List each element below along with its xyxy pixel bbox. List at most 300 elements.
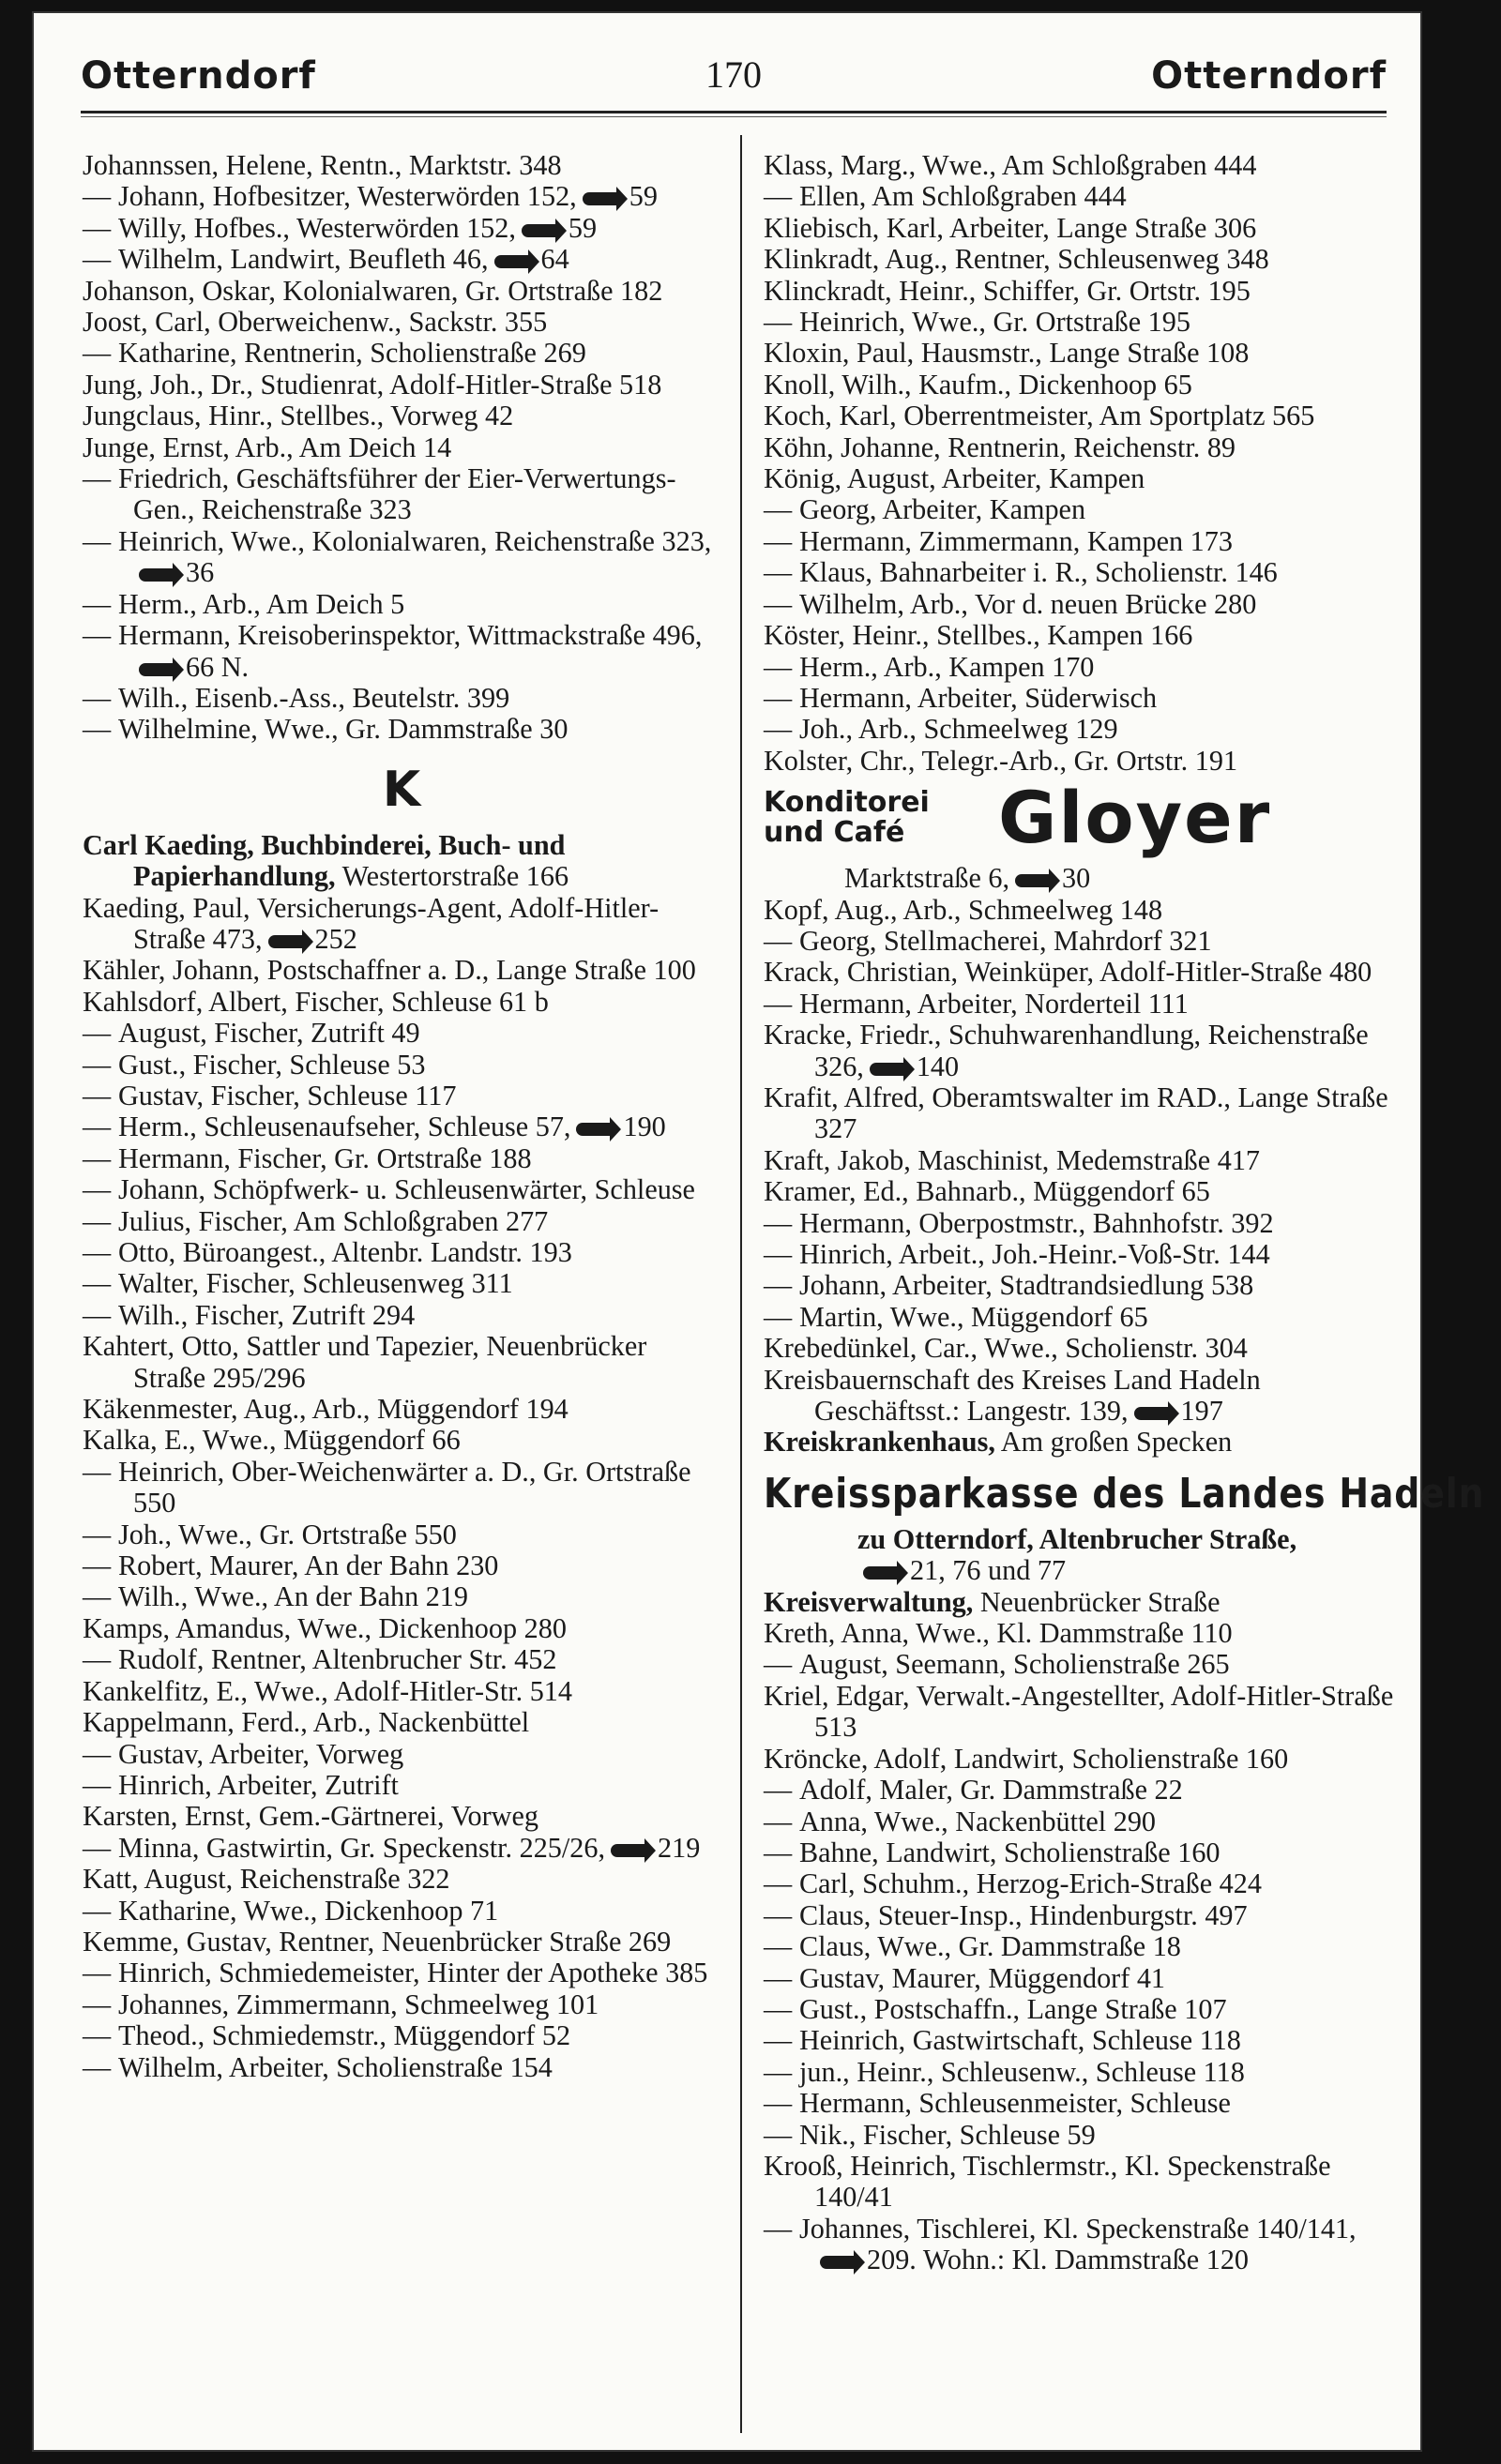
phone-number: 59 <box>629 180 658 213</box>
ditto-dash: — <box>83 1455 112 1488</box>
header-town-left: Otterndorf <box>81 54 316 98</box>
directory-entry <box>83 401 720 431</box>
entry-text: Otto, Büroangest., Altenbr. Landstr. 193 <box>118 1236 572 1268</box>
section-letter: K <box>382 761 421 818</box>
entry-text: Koch, Karl, Oberrentmeister, Am Sportplatz 565 <box>764 400 1315 432</box>
directory-entry <box>764 1365 1402 1428</box>
directory-entry <box>83 1896 720 1927</box>
entry-text: Katharine, Rentnerin, Scholienstraße 269 <box>118 337 586 370</box>
entry-text: Krafit, Alfred, Oberamtswalter im RAD., Lange Straße 327 <box>764 1081 1388 1145</box>
directory-entry <box>83 526 720 589</box>
header-town-right: Otterndorf <box>1151 54 1387 98</box>
ditto-dash: — <box>764 650 793 683</box>
ditto-dash: — <box>83 619 112 652</box>
entry-text: Kalka, E., Wwe., Müggendorf 66 <box>83 1424 461 1457</box>
entry-text: Kolster, Chr., Telegr.-Arb., Gr. Ortstr. 191 <box>764 744 1238 777</box>
directory-entry <box>764 1427 1402 1458</box>
ditto-dash: — <box>764 2118 793 2151</box>
entry-text: Willy, Hofbes., Westerwörden 152, <box>118 211 516 244</box>
directory-entry <box>83 150 720 181</box>
entry-text: Kloxin, Paul, Hausmstr., Lange Straße 108 <box>764 337 1250 370</box>
directory-entry <box>764 1649 1402 1680</box>
ditto-dash: — <box>764 2087 793 2120</box>
ditto-dash: — <box>83 1549 112 1582</box>
directory-entry <box>764 1020 1402 1082</box>
directory-entry <box>83 893 720 956</box>
entry-text: Carl, Schuhm., Herzog-Erich-Straße 424 <box>799 1867 1262 1900</box>
entry-text: Wilhelmine, Wwe., Gr. Dammstraße 30 <box>118 713 569 746</box>
directory-entry <box>83 307 720 338</box>
entry-firm-name: Kreisverwaltung, <box>764 1585 974 1618</box>
directory-entry <box>83 1550 720 1581</box>
ditto-dash: — <box>764 1836 793 1868</box>
directory-entry <box>764 401 1402 431</box>
entry-text: Kaeding, Paul, Versicherungs-Agent, Adolf-Hitler-Straße 473, <box>83 891 660 955</box>
directory-entry <box>83 1018 720 1049</box>
entry-text: Heinrich, Ober-Weichenwärter a. D., Gr. Ortstraße 550 <box>118 1455 691 1519</box>
directory-entry <box>764 181 1402 212</box>
entry-text: Anna, Wwe., Nackenbüttel 290 <box>799 1805 1157 1837</box>
directory-entry <box>764 2214 1402 2276</box>
entry-text: Käkenmester, Aug., Arb., Müggendorf 194 <box>83 1393 569 1426</box>
entry-text: Neuenbrücker Straße <box>979 1585 1221 1618</box>
entry-text: Johannssen, Helene, Rentn., Marktstr. 348 <box>83 149 562 181</box>
directory-entry <box>83 1237 720 1268</box>
telephone-icon <box>1015 874 1053 887</box>
directory-entry <box>764 1333 1402 1364</box>
directory-entry <box>83 370 720 401</box>
ditto-dash: — <box>764 493 793 526</box>
telephone-icon <box>494 255 532 268</box>
ditto-dash: — <box>83 1831 112 1864</box>
phone-number: 209. <box>867 2244 917 2276</box>
directory-entry <box>83 1644 720 1675</box>
entry-text: Hermann, Arbeiter, Süderwisch <box>799 681 1158 714</box>
entry-text: August, Seemann, Scholienstraße 265 <box>799 1648 1230 1681</box>
directory-entry <box>764 150 1402 181</box>
directory-entry <box>83 987 720 1018</box>
directory-entry <box>83 244 720 275</box>
phone-number: 30 <box>1062 862 1091 895</box>
entry-text: Kappelmann, Ferd., Arb., Nackenbüttel <box>83 1706 530 1739</box>
telephone-icon <box>139 663 176 676</box>
ditto-dash: — <box>764 681 793 714</box>
entry-text: Claus, Wwe., Gr. Dammstraße 18 <box>799 1930 1181 1963</box>
directory-entry <box>83 1770 720 1801</box>
phone-number: 59 <box>568 211 598 244</box>
ditto-dash: — <box>764 2024 793 2057</box>
directory-entry <box>764 2057 1402 2088</box>
directory-entry <box>764 276 1402 307</box>
directory-entry <box>764 244 1402 275</box>
entry-text: Wilhelm, Landwirt, Beufleth 46, <box>118 243 489 276</box>
entry-text: Claus, Steuer-Insp., Hindenburgstr. 497 <box>799 1898 1248 1931</box>
ditto-dash: — <box>764 1238 793 1270</box>
entry-text: Rudolf, Rentner, Altenbrucher Str. 452 <box>118 1643 557 1676</box>
ditto-dash: — <box>83 1173 112 1206</box>
phone-number: 190 <box>623 1111 666 1143</box>
entry-text: Hinrich, Arbeiter, Zutrift <box>118 1768 399 1801</box>
entry-text: Hermann, Oberpostmstr., Bahnhofstr. 392 <box>799 1206 1274 1239</box>
ditto-dash: — <box>83 1079 112 1111</box>
directory-entry <box>764 1931 1402 1962</box>
entry-text: Jung, Joh., Dr., Studienrat, Adolf-Hitler-Straße 518 <box>83 368 662 401</box>
entry-text: Jungclaus, Hinr., Stellbes., Vorweg 42 <box>83 400 514 432</box>
telephone-icon <box>1134 1407 1172 1420</box>
ditto-dash: — <box>83 2019 112 2052</box>
entry-text: Herm., Schleusenaufseher, Schleuse 57, <box>118 1111 571 1143</box>
advert-kind-line2: und Café <box>764 816 905 850</box>
ditto-dash: — <box>83 1643 112 1676</box>
column-divider <box>740 135 742 2433</box>
entry-text: Nik., Fischer, Schleuse 59 <box>799 2118 1096 2151</box>
telephone-icon <box>863 1566 901 1580</box>
entry-text: Kopf, Aug., Arb., Schmeelweg 148 <box>764 893 1163 926</box>
ditto-dash: — <box>83 1141 112 1174</box>
ditto-dash: — <box>764 306 793 339</box>
entry-text: Johann, Schöpfwerk- u. Schleusenwärter, Schleuse <box>118 1173 695 1206</box>
ditto-dash: — <box>764 1930 793 1963</box>
ditto-dash: — <box>83 2050 112 2083</box>
entry-text: Adolf, Maler, Gr. Dammstraße 22 <box>799 1774 1183 1806</box>
phone-number: 252 <box>314 922 357 955</box>
ditto-dash: — <box>83 1894 112 1927</box>
directory-entry <box>83 620 720 683</box>
directory-entry <box>764 1145 1402 1176</box>
ditto-dash: — <box>83 1737 112 1770</box>
directory-entry <box>764 2120 1402 2151</box>
entry-text: Georg, Arbeiter, Kampen <box>799 493 1086 526</box>
entry-text: Heinrich, Wwe., Kolonialwaren, Reichenstraße 323, <box>118 524 712 557</box>
entry-text: Minna, Gastwirtin, Gr. Speckenstr. 225/26, <box>118 1831 606 1864</box>
ditto-dash: — <box>764 924 793 957</box>
entry-text: Hermann, Kreisoberinspektor, Wittmackstraße 496, <box>118 619 703 652</box>
ditto-dash: — <box>764 524 793 557</box>
directory-entry <box>764 895 1402 926</box>
directory-entry <box>764 338 1402 369</box>
ditto-dash: — <box>83 587 112 620</box>
entry-text: Krebedünkel, Car., Wwe., Scholienstr. 304 <box>764 1332 1248 1365</box>
directory-entry <box>764 714 1402 745</box>
directory-entry <box>764 620 1402 651</box>
directory-entry <box>764 652 1402 683</box>
entry-text: Wilh., Eisenb.-Ass., Beutelstr. 399 <box>118 681 510 714</box>
entry-text: Katharine, Wwe., Dickenhoop 71 <box>118 1894 499 1927</box>
ditto-dash: — <box>764 1805 793 1837</box>
directory-entry <box>83 463 720 526</box>
entry-text: Walter, Fischer, Schleusenweg 311 <box>118 1267 513 1300</box>
entry-text: Hermann, Zimmermann, Kampen 173 <box>799 524 1233 557</box>
directory-entry <box>764 1302 1402 1333</box>
directory-entry <box>83 683 720 714</box>
directory-entry <box>83 1676 720 1707</box>
ditto-dash: — <box>764 587 793 620</box>
entry-text: Heinrich, Gastwirtschaft, Schleuse 118 <box>799 2024 1241 2057</box>
phone-number: 66 N. <box>186 650 250 683</box>
entry-text: Joost, Carl, Oberweichenw., Sackstr. 355 <box>83 306 548 339</box>
directory-entry <box>83 1864 720 1895</box>
directory-entry <box>83 276 720 307</box>
ditto-dash: — <box>764 987 793 1020</box>
directory-entry <box>764 213 1402 244</box>
entry-text: Kracke, Friedr., Schuhwarenhandlung, Reichenstraße 326, <box>764 1019 1369 1082</box>
ditto-dash: — <box>764 1961 793 1994</box>
phone-number: 21, 76 und 77 <box>910 1554 1067 1587</box>
directory-entry <box>764 526 1402 557</box>
phone-number: 197 <box>1180 1395 1223 1428</box>
directory-entry <box>764 370 1402 401</box>
entry-text: Köhn, Johanne, Rentnerin, Reichenstr. 89 <box>764 431 1236 463</box>
directory-entry <box>764 432 1402 463</box>
entry-text: Kahlsdorf, Albert, Fischer, Schleuse 61 b <box>83 985 549 1018</box>
directory-entry <box>764 957 1402 988</box>
phone-number: 36 <box>186 556 215 589</box>
ditto-dash: — <box>83 462 112 495</box>
ditto-dash: — <box>83 681 112 714</box>
directory-entry <box>83 955 720 986</box>
directory-entry <box>764 1900 1402 1931</box>
ditto-dash: — <box>764 1774 793 1806</box>
entry-text: Herm., Arb., Am Deich 5 <box>118 587 405 620</box>
ditto-dash: — <box>83 243 112 276</box>
entry-text: Georg, Stellmacherei, Mahrdorf 321 <box>799 924 1212 957</box>
header-rule <box>81 111 1387 113</box>
directory-entry <box>764 1618 1402 1649</box>
directory-entry <box>83 1989 720 2020</box>
ditto-dash: — <box>83 1768 112 1801</box>
directory-entry <box>764 1806 1402 1837</box>
entry-text: Kamps, Amandus, Wwe., Dickenhoop 280 <box>83 1611 567 1644</box>
entry-text: Ellen, Am Schloßgraben 444 <box>799 180 1127 213</box>
ditto-dash: — <box>764 556 793 589</box>
entry-text: Gustav, Fischer, Schleuse 117 <box>118 1079 457 1111</box>
entry-text: Krack, Christian, Weinküper, Adolf-Hitler-Straße 480 <box>764 956 1372 989</box>
entry-text: Klinckradt, Heinr., Schiffer, Gr. Ortstr. 195 <box>764 274 1251 307</box>
advert-name: Gloyer <box>998 776 1272 860</box>
directory-entry <box>83 1739 720 1770</box>
directory-entry <box>764 2025 1402 2056</box>
entry-text: Karsten, Ernst, Gem.-Gärtnerei, Vorweg <box>83 1800 538 1833</box>
ditto-dash: — <box>83 1580 112 1613</box>
ditto-dash: — <box>83 337 112 370</box>
directory-entry <box>764 926 1402 957</box>
entry-text: Klass, Marg., Wwe., Am Schloßgraben 444 <box>764 149 1257 181</box>
entry-text: Junge, Ernst, Arb., Am Deich 14 <box>83 431 452 463</box>
directory-entry <box>83 1331 720 1394</box>
directory-entry <box>83 2020 720 2051</box>
directory-entry <box>83 338 720 369</box>
directory-entry <box>83 1927 720 1958</box>
entry-text-after: Wohn.: Kl. Dammstraße 120 <box>922 2244 1250 2276</box>
page-header <box>81 49 1387 105</box>
page-number: 170 <box>705 53 762 96</box>
directory-entry <box>764 1994 1402 2025</box>
entry-text: Johanson, Oskar, Kolonialwaren, Gr. Ortstraße 182 <box>83 274 663 307</box>
directory-entry <box>83 714 720 745</box>
directory-entry <box>764 307 1402 338</box>
ditto-dash: — <box>764 1269 793 1302</box>
directory-entry <box>764 2151 1402 2214</box>
entry-text: Herm., Arb., Kampen 170 <box>799 650 1095 683</box>
entry-text: Knoll, Wilh., Kaufm., Dickenhoop 65 <box>764 368 1192 401</box>
entry-text: Julius, Fischer, Am Schloßgraben 277 <box>118 1204 549 1237</box>
entry-text: Wilhelm, Arbeiter, Scholienstraße 154 <box>118 2050 553 2083</box>
ditto-dash: — <box>83 180 112 213</box>
entry-text: Joh., Wwe., Gr. Ortstraße 550 <box>118 1518 457 1550</box>
directory-entry <box>764 589 1402 620</box>
ditto-dash: — <box>764 2055 793 2088</box>
ditto-dash: — <box>83 211 112 244</box>
directory-entry <box>83 1394 720 1425</box>
telephone-icon <box>820 2256 857 2269</box>
entry-text: Johannes, Zimmermann, Schmeelweg 101 <box>118 1988 599 2020</box>
directory-entry <box>764 557 1402 588</box>
ditto-dash: — <box>83 1518 112 1550</box>
entry-text: August, Fischer, Zutrift 49 <box>118 1017 420 1050</box>
entry-text: Martin, Wwe., Müggendorf 65 <box>799 1300 1148 1333</box>
directory-entry <box>764 1587 1402 1618</box>
entry-text: Am großen Specken <box>1000 1426 1233 1459</box>
phone-number: 64 <box>540 243 569 276</box>
entry-text: Heinrich, Wwe., Gr. Ortstraße 195 <box>799 306 1190 339</box>
directory-entry <box>764 2088 1402 2119</box>
ditto-dash: — <box>764 1867 793 1900</box>
entry-text: Hermann, Schleusenmeister, Schleuse <box>799 2087 1231 2120</box>
directory-entry <box>764 494 1402 525</box>
entry-text: Hinrich, Arbeit., Joh.-Heinr.-Voß-Str. 144 <box>799 1238 1270 1270</box>
entry-text: Gust., Postschaffn., Lange Straße 107 <box>799 1992 1227 2025</box>
directory-entry <box>764 1082 1402 1145</box>
ditto-dash: — <box>764 1206 793 1239</box>
entry-text: Friedrich, Geschäftsführer der Eier-Verwertungs-Gen., Reichenstraße 323 <box>118 462 676 526</box>
directory-entry <box>83 1613 720 1644</box>
directory-entry <box>764 1744 1402 1775</box>
ditto-dash: — <box>83 713 112 746</box>
directory-entry <box>83 1111 720 1142</box>
directory-entry <box>83 432 720 463</box>
directory-entry <box>764 1837 1402 1868</box>
entry-text: Gustav, Maurer, Müggendorf 41 <box>799 1961 1166 1994</box>
entry-text: Köster, Heinr., Stellbes., Kampen 166 <box>764 619 1193 652</box>
telephone-icon <box>522 224 559 237</box>
ditto-dash: — <box>764 180 793 213</box>
entry-text: Hermann, Fischer, Gr. Ortstraße 188 <box>118 1141 532 1174</box>
directory-entry <box>764 1270 1402 1301</box>
entry-text: Katt, August, Reichenstraße 322 <box>83 1863 450 1896</box>
directory-entry <box>83 1206 720 1237</box>
entry-text: Kröncke, Adolf, Landwirt, Scholienstraße 160 <box>764 1742 1289 1775</box>
entry-text: Wilhelm, Arb., Vor d. neuen Brücke 280 <box>799 587 1257 620</box>
entry-text: Hermann, Arbeiter, Norderteil 111 <box>799 987 1189 1020</box>
ditto-dash: — <box>83 1267 112 1300</box>
directory-entry <box>83 1081 720 1111</box>
directory-entry <box>764 1176 1402 1207</box>
advert-phone-line <box>764 1555 1402 1586</box>
ditto-dash: — <box>83 1017 112 1050</box>
entry-text: Kemme, Gustav, Rentner, Neuenbrücker Straße 269 <box>83 1925 672 1958</box>
directory-entry <box>764 1868 1402 1899</box>
phone-number: 140 <box>916 1050 960 1082</box>
directory-entry <box>83 181 720 212</box>
directory-entry <box>764 989 1402 1020</box>
ditto-dash: — <box>83 1988 112 2020</box>
directory-entry <box>764 1681 1402 1744</box>
directory-entry <box>83 1519 720 1550</box>
ditto-dash: — <box>83 1957 112 1989</box>
advert-konditorei <box>764 776 1402 860</box>
directory-entry <box>83 1457 720 1519</box>
entry-text: Gustav, Arbeiter, Vorweg <box>118 1737 404 1770</box>
directory-entry <box>764 1963 1402 1994</box>
directory-entry <box>83 2052 720 2083</box>
telephone-icon <box>139 568 176 582</box>
directory-entry <box>764 1208 1402 1239</box>
directory-entry <box>764 683 1402 714</box>
ditto-dash: — <box>764 2212 793 2245</box>
entry-text: Hinrich, Schmiedemeister, Hinter der Apotheke 385 <box>118 1957 708 1989</box>
entry-text: Johann, Hofbesitzer, Westerwörden 152, <box>118 180 577 213</box>
entry-text: Kreisbauernschaft des Kreises Land Hadeln Geschäftsst.: Langestr. 139, <box>764 1363 1261 1428</box>
ditto-dash: — <box>764 1898 793 1931</box>
directory-entry <box>83 1425 720 1456</box>
entry-text: Westertorstraße 166 <box>341 860 569 893</box>
entry-text: Klaus, Bahnarbeiter i. R., Scholienstr. 146 <box>799 556 1278 589</box>
entry-text: Theod., Schmiedemstr., Müggendorf 52 <box>118 2019 571 2052</box>
entry-firm-name: Kreiskrankenhaus, <box>764 1426 995 1459</box>
directory-entry <box>83 213 720 244</box>
entry-text: Wilh., Wwe., An der Bahn 219 <box>118 1580 468 1613</box>
entry-text: Robert, Maurer, An der Bahn 230 <box>118 1549 499 1582</box>
telephone-icon <box>268 935 306 948</box>
directory-entry <box>83 1833 720 1864</box>
entry-text: Johann, Arbeiter, Stadtrandsiedlung 538 <box>799 1269 1254 1302</box>
entry-text: König, August, Arbeiter, Kampen <box>764 462 1145 495</box>
entry-text: Kahtert, Otto, Sattler und Tapezier, Neuenbrücker Straße 295/296 <box>83 1330 647 1394</box>
telephone-icon <box>583 192 620 205</box>
telephone-icon <box>576 1123 614 1136</box>
ditto-dash: — <box>764 1300 793 1333</box>
advert-kreissparkasse: Kreissparkasse des Landes Hadeln <box>764 1469 1485 1518</box>
ditto-dash: — <box>83 524 112 557</box>
directory-entry <box>83 589 720 620</box>
ditto-dash: — <box>83 1298 112 1331</box>
entry-text: Kraft, Jakob, Maschinist, Medemstraße 417 <box>764 1143 1261 1176</box>
advert-address: zu Otterndorf, Altenbrucher Straße, <box>857 1522 1297 1555</box>
entry-text: Bahne, Landwirt, Scholienstraße 160 <box>799 1836 1221 1868</box>
directory-entry <box>83 1268 720 1299</box>
entry-text: Kreth, Anna, Wwe., Kl. Dammstraße 110 <box>764 1617 1233 1650</box>
ditto-dash: — <box>764 1992 793 2025</box>
right-column <box>764 149 1485 2276</box>
directory-entry <box>83 1300 720 1331</box>
ditto-dash: — <box>83 1111 112 1143</box>
ditto-dash: — <box>764 1648 793 1681</box>
ditto-dash: — <box>83 1048 112 1081</box>
directory-entry <box>83 1707 720 1738</box>
directory-entry <box>83 830 720 893</box>
entry-text: Krooß, Heinrich, Tischlermstr., Kl. Speckenstraße 140/41 <box>764 2149 1331 2214</box>
advert-kind-line1: Konditorei <box>764 786 930 820</box>
ditto-dash: — <box>83 1204 112 1237</box>
telephone-icon <box>611 1844 648 1857</box>
entry-text: Gust., Fischer, Schleuse 53 <box>118 1048 426 1081</box>
ditto-dash: — <box>764 713 793 746</box>
entry-text: jun., Heinr., Schleusenw., Schleuse 118 <box>799 2055 1245 2088</box>
entry-text: Joh., Arb., Schmeelweg 129 <box>799 713 1118 746</box>
entry-text: Kähler, Johann, Postschaffner a. D., Lange Straße 100 <box>83 954 696 987</box>
ditto-dash: — <box>83 1236 112 1268</box>
directory-entry <box>83 1174 720 1205</box>
